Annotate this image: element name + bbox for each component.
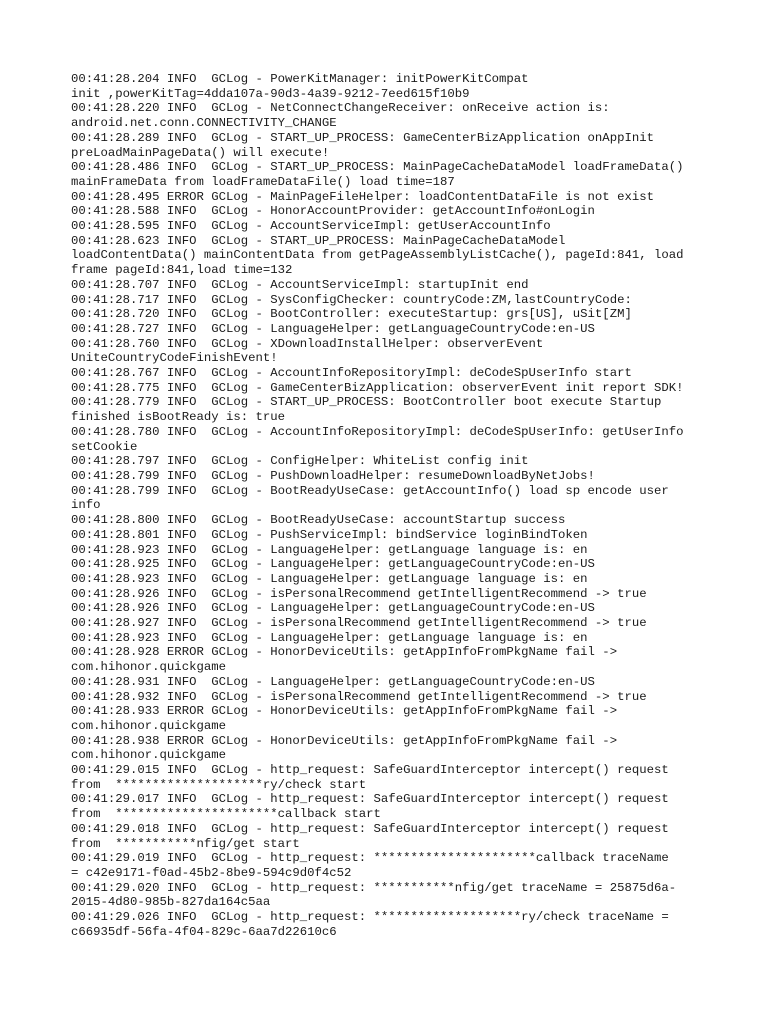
log-line: 00:41:28.720 INFO GCLog - BootController: executeStartup: grs[US], uSit[ZM] bbox=[71, 307, 632, 322]
log-line: 00:41:28.707 INFO GCLog - AccountServiceImpl: startupInit end bbox=[71, 277, 529, 292]
log-line: 00:41:28.780 INFO GCLog - AccountInfoRepositoryImpl: deCodeSpUserInfo: getUserInfo bbox=[71, 424, 684, 439]
log-line: 00:41:29.018 INFO GCLog - http_request: SafeGuardInterceptor intercept() request bbox=[71, 821, 669, 836]
log-line: 00:41:28.595 INFO GCLog - AccountServiceImpl: getUserAccountInfo bbox=[71, 219, 551, 234]
log-line: frame pageId:841,load time=132 bbox=[71, 263, 293, 278]
log-line: 00:41:28.623 INFO GCLog - START_UP_PROCESS: MainPageCacheDataModel bbox=[71, 233, 566, 248]
log-line: 00:41:28.495 ERROR GCLog - MainPageFileHelper: loadContentDataFile is not exist bbox=[71, 189, 654, 204]
log-line: 00:41:28.923 INFO GCLog - LanguageHelper: getLanguage language is: en bbox=[71, 571, 588, 586]
log-line: 00:41:28.799 INFO GCLog - PushDownloadHelper: resumeDownloadByNetJobs! bbox=[71, 468, 595, 483]
log-line: 00:41:28.926 INFO GCLog - isPersonalRecommend getIntelligentRecommend -> true bbox=[71, 586, 647, 601]
log-line: 00:41:28.938 ERROR GCLog - HonorDeviceUtils: getAppInfoFromPkgName fail -> bbox=[71, 733, 618, 748]
log-document bbox=[71, 72, 731, 939]
log-line: 00:41:28.220 INFO GCLog - NetConnectChangeReceiver: onReceive action is: bbox=[71, 101, 610, 116]
log-line: 00:41:28.927 INFO GCLog - isPersonalRecommend getIntelligentRecommend -> true bbox=[71, 616, 647, 631]
log-line: 00:41:28.767 INFO GCLog - AccountInfoRepositoryImpl: deCodeSpUserInfo start bbox=[71, 366, 632, 381]
log-line: 00:41:28.925 INFO GCLog - LanguageHelper: getLanguageCountryCode:en-US bbox=[71, 557, 595, 572]
log-line: 00:41:28.588 INFO GCLog - HonorAccountProvider: getAccountInfo#onLogin bbox=[71, 204, 595, 219]
log-line: 00:41:28.933 ERROR GCLog - HonorDeviceUtils: getAppInfoFromPkgName fail -> bbox=[71, 704, 618, 719]
log-line: com.hihonor.quickgame bbox=[71, 748, 226, 763]
log-line: com.hihonor.quickgame bbox=[71, 660, 226, 675]
log-line: 00:41:28.800 INFO GCLog - BootReadyUseCase: accountStartup success bbox=[71, 513, 566, 528]
log-line: 2015-4d80-985b-827da164c5aa bbox=[71, 895, 271, 910]
log-line: 00:41:28.799 INFO GCLog - BootReadyUseCase: getAccountInfo() load sp encode user bbox=[71, 483, 669, 498]
log-line: 00:41:29.020 INFO GCLog - http_request: ***********nfig/get traceName = 25875d6a- bbox=[71, 880, 677, 895]
log-line: setCookie bbox=[71, 439, 138, 454]
log-line: c66935df-56fa-4f04-829c-6aa7d22610c6 bbox=[71, 924, 337, 939]
log-line: 00:41:28.760 INFO GCLog - XDownloadInstallHelper: observerEvent bbox=[71, 336, 544, 351]
log-line: 00:41:28.779 INFO GCLog - START_UP_PROCESS: BootController boot execute Startup bbox=[71, 395, 662, 410]
log-line: preLoadMainPageData() will execute! bbox=[71, 145, 330, 160]
log-line: 00:41:28.923 INFO GCLog - LanguageHelper: getLanguage language is: en bbox=[71, 542, 588, 557]
log-line: android.net.conn.CONNECTIVITY_CHANGE bbox=[71, 116, 337, 131]
log-line: 00:41:28.926 INFO GCLog - LanguageHelper: getLanguageCountryCode:en-US bbox=[71, 601, 595, 616]
log-line: 00:41:28.932 INFO GCLog - isPersonalRecommend getIntelligentRecommend -> true bbox=[71, 689, 647, 704]
log-line: info bbox=[71, 498, 101, 513]
log-line: 00:41:29.019 INFO GCLog - http_request: **********************callback traceName bbox=[71, 851, 669, 866]
log-line: init ,powerKitTag=4dda107a-90d3-4a39-9212-7eed615f10b9 bbox=[71, 86, 470, 101]
log-line: com.hihonor.quickgame bbox=[71, 718, 226, 733]
log-line: = c42e9171-f0ad-45b2-8be9-594c9d0f4c52 bbox=[71, 865, 352, 880]
log-line: 00:41:28.727 INFO GCLog - LanguageHelper: getLanguageCountryCode:en-US bbox=[71, 321, 595, 336]
log-line: 00:41:28.717 INFO GCLog - SysConfigChecker: countryCode:ZM,lastCountryCode: bbox=[71, 292, 632, 307]
log-line: 00:41:28.797 INFO GCLog - ConfigHelper: WhiteList config init bbox=[71, 454, 529, 469]
log-line: 00:41:28.289 INFO GCLog - START_UP_PROCESS: GameCenterBizApplication onAppInit bbox=[71, 130, 654, 145]
log-line: 00:41:29.026 INFO GCLog - http_request: ********************ry/check traceName = bbox=[71, 910, 669, 925]
log-line: from ********************ry/check start bbox=[71, 777, 367, 792]
log-line: 00:41:28.923 INFO GCLog - LanguageHelper: getLanguage language is: en bbox=[71, 630, 588, 645]
log-line: 00:41:29.015 INFO GCLog - http_request: SafeGuardInterceptor intercept() request bbox=[71, 763, 669, 778]
log-line: 00:41:28.931 INFO GCLog - LanguageHelper: getLanguageCountryCode:en-US bbox=[71, 674, 595, 689]
log-line: finished isBootReady is: true bbox=[71, 410, 286, 425]
log-line: loadContentData() mainContentData from getPageAssemblyListCache(), pageId:841, load bbox=[71, 248, 684, 263]
log-line: 00:41:28.928 ERROR GCLog - HonorDeviceUtils: getAppInfoFromPkgName fail -> bbox=[71, 645, 618, 660]
log-line: UniteCountryCodeFinishEvent! bbox=[71, 351, 278, 366]
log-line: 00:41:28.801 INFO GCLog - PushServiceImpl: bindService loginBindToken bbox=[71, 527, 588, 542]
log-line: 00:41:28.486 INFO GCLog - START_UP_PROCESS: MainPageCacheDataModel loadFrameData() bbox=[71, 160, 684, 175]
log-line: mainFrameData from loadFrameDataFile() load time=187 bbox=[71, 174, 455, 189]
log-line: from **********************callback start bbox=[71, 807, 381, 822]
log-line: from ***********nfig/get start bbox=[71, 836, 300, 851]
log-line: 00:41:29.017 INFO GCLog - http_request: SafeGuardInterceptor intercept() request bbox=[71, 792, 669, 807]
log-line: 00:41:28.775 INFO GCLog - GameCenterBizApplication: observerEvent init report SDK! bbox=[71, 380, 684, 395]
log-line: 00:41:28.204 INFO GCLog - PowerKitManager: initPowerKitCompat bbox=[71, 72, 529, 86]
